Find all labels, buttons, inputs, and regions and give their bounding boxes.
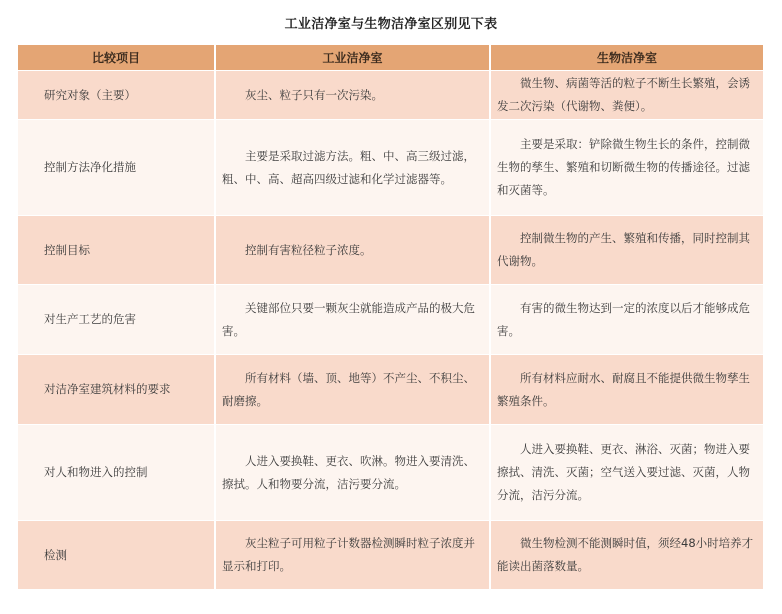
header-compare-item: 比较项目 bbox=[18, 45, 214, 71]
industrial-cell: 人进入要换鞋、更衣、吹淋。物进入要清洗、擦拭。人和物要分流，洁污要分流。 bbox=[214, 425, 489, 521]
header-industrial-cleanroom: 工业洁净室 bbox=[214, 45, 489, 71]
table-header-row bbox=[18, 45, 763, 71]
biological-cell: 所有材料应耐水、耐腐且不能提供微生物孳生繁殖条件。 bbox=[489, 355, 763, 425]
biological-cell: 有害的微生物达到一定的浓度以后才能够成危害。 bbox=[489, 285, 763, 355]
industrial-cell: 灰尘粒子可用粒子计数器检测瞬时粒子浓度并显示和打印。 bbox=[214, 521, 489, 590]
table-row bbox=[18, 521, 763, 590]
comparison-table bbox=[18, 45, 763, 590]
industrial-cell: 所有材料（墙、顶、地等）不产尘、不积尘、耐磨擦。 bbox=[214, 355, 489, 425]
table-row bbox=[18, 216, 763, 285]
table-row bbox=[18, 120, 763, 216]
row-item-label: 研究对象（主要） bbox=[18, 71, 214, 120]
biological-cell: 主要是采取：铲除微生物生长的条件，控制微生物的孳生、繁殖和切断微生物的传播途径。过滤和灭菌等。 bbox=[489, 120, 763, 216]
row-item-label: 控制方法净化措施 bbox=[18, 120, 214, 216]
row-item-label: 对人和物进入的控制 bbox=[18, 425, 214, 521]
industrial-cell: 灰尘、粒子只有一次污染。 bbox=[214, 71, 489, 120]
biological-cell: 人进入要换鞋、更衣、淋浴、灭菌；物进入要擦拭、清洗、灭菌；空气送入要过滤、灭菌，人物分流，洁污分流。 bbox=[489, 425, 763, 521]
industrial-cell: 主要是采取过滤方法。粗、中、高三级过滤，粗、中、高、超高四级过滤和化学过滤器等。 bbox=[214, 120, 489, 216]
biological-cell: 微生物、病菌等活的粒子不断生长繁殖，会诱发二次污染（代谢物、粪便）。 bbox=[489, 71, 763, 120]
header-biological-cleanroom: 生物洁净室 bbox=[489, 45, 763, 71]
row-item-label: 检测 bbox=[18, 521, 214, 590]
industrial-cell: 控制有害粒径粒子浓度。 bbox=[214, 216, 489, 285]
row-item-label: 控制目标 bbox=[18, 216, 214, 285]
table-row bbox=[18, 425, 763, 521]
industrial-cell: 关键部位只要一颗灰尘就能造成产品的极大危害。 bbox=[214, 285, 489, 355]
table-row bbox=[18, 355, 763, 425]
biological-cell: 微生物检测不能测瞬时值，须经48小时培养才能读出菌落数量。 bbox=[489, 521, 763, 590]
table-row bbox=[18, 285, 763, 355]
table-row bbox=[18, 71, 763, 120]
row-item-label: 对生产工艺的危害 bbox=[18, 285, 214, 355]
page-title: 工业洁净室与生物洁净室区别见下表 bbox=[284, 17, 498, 32]
biological-cell: 控制微生物的产生、繁殖和传播，同时控制其代谢物。 bbox=[489, 216, 763, 285]
row-item-label: 对洁净室建筑材料的要求 bbox=[18, 355, 214, 425]
